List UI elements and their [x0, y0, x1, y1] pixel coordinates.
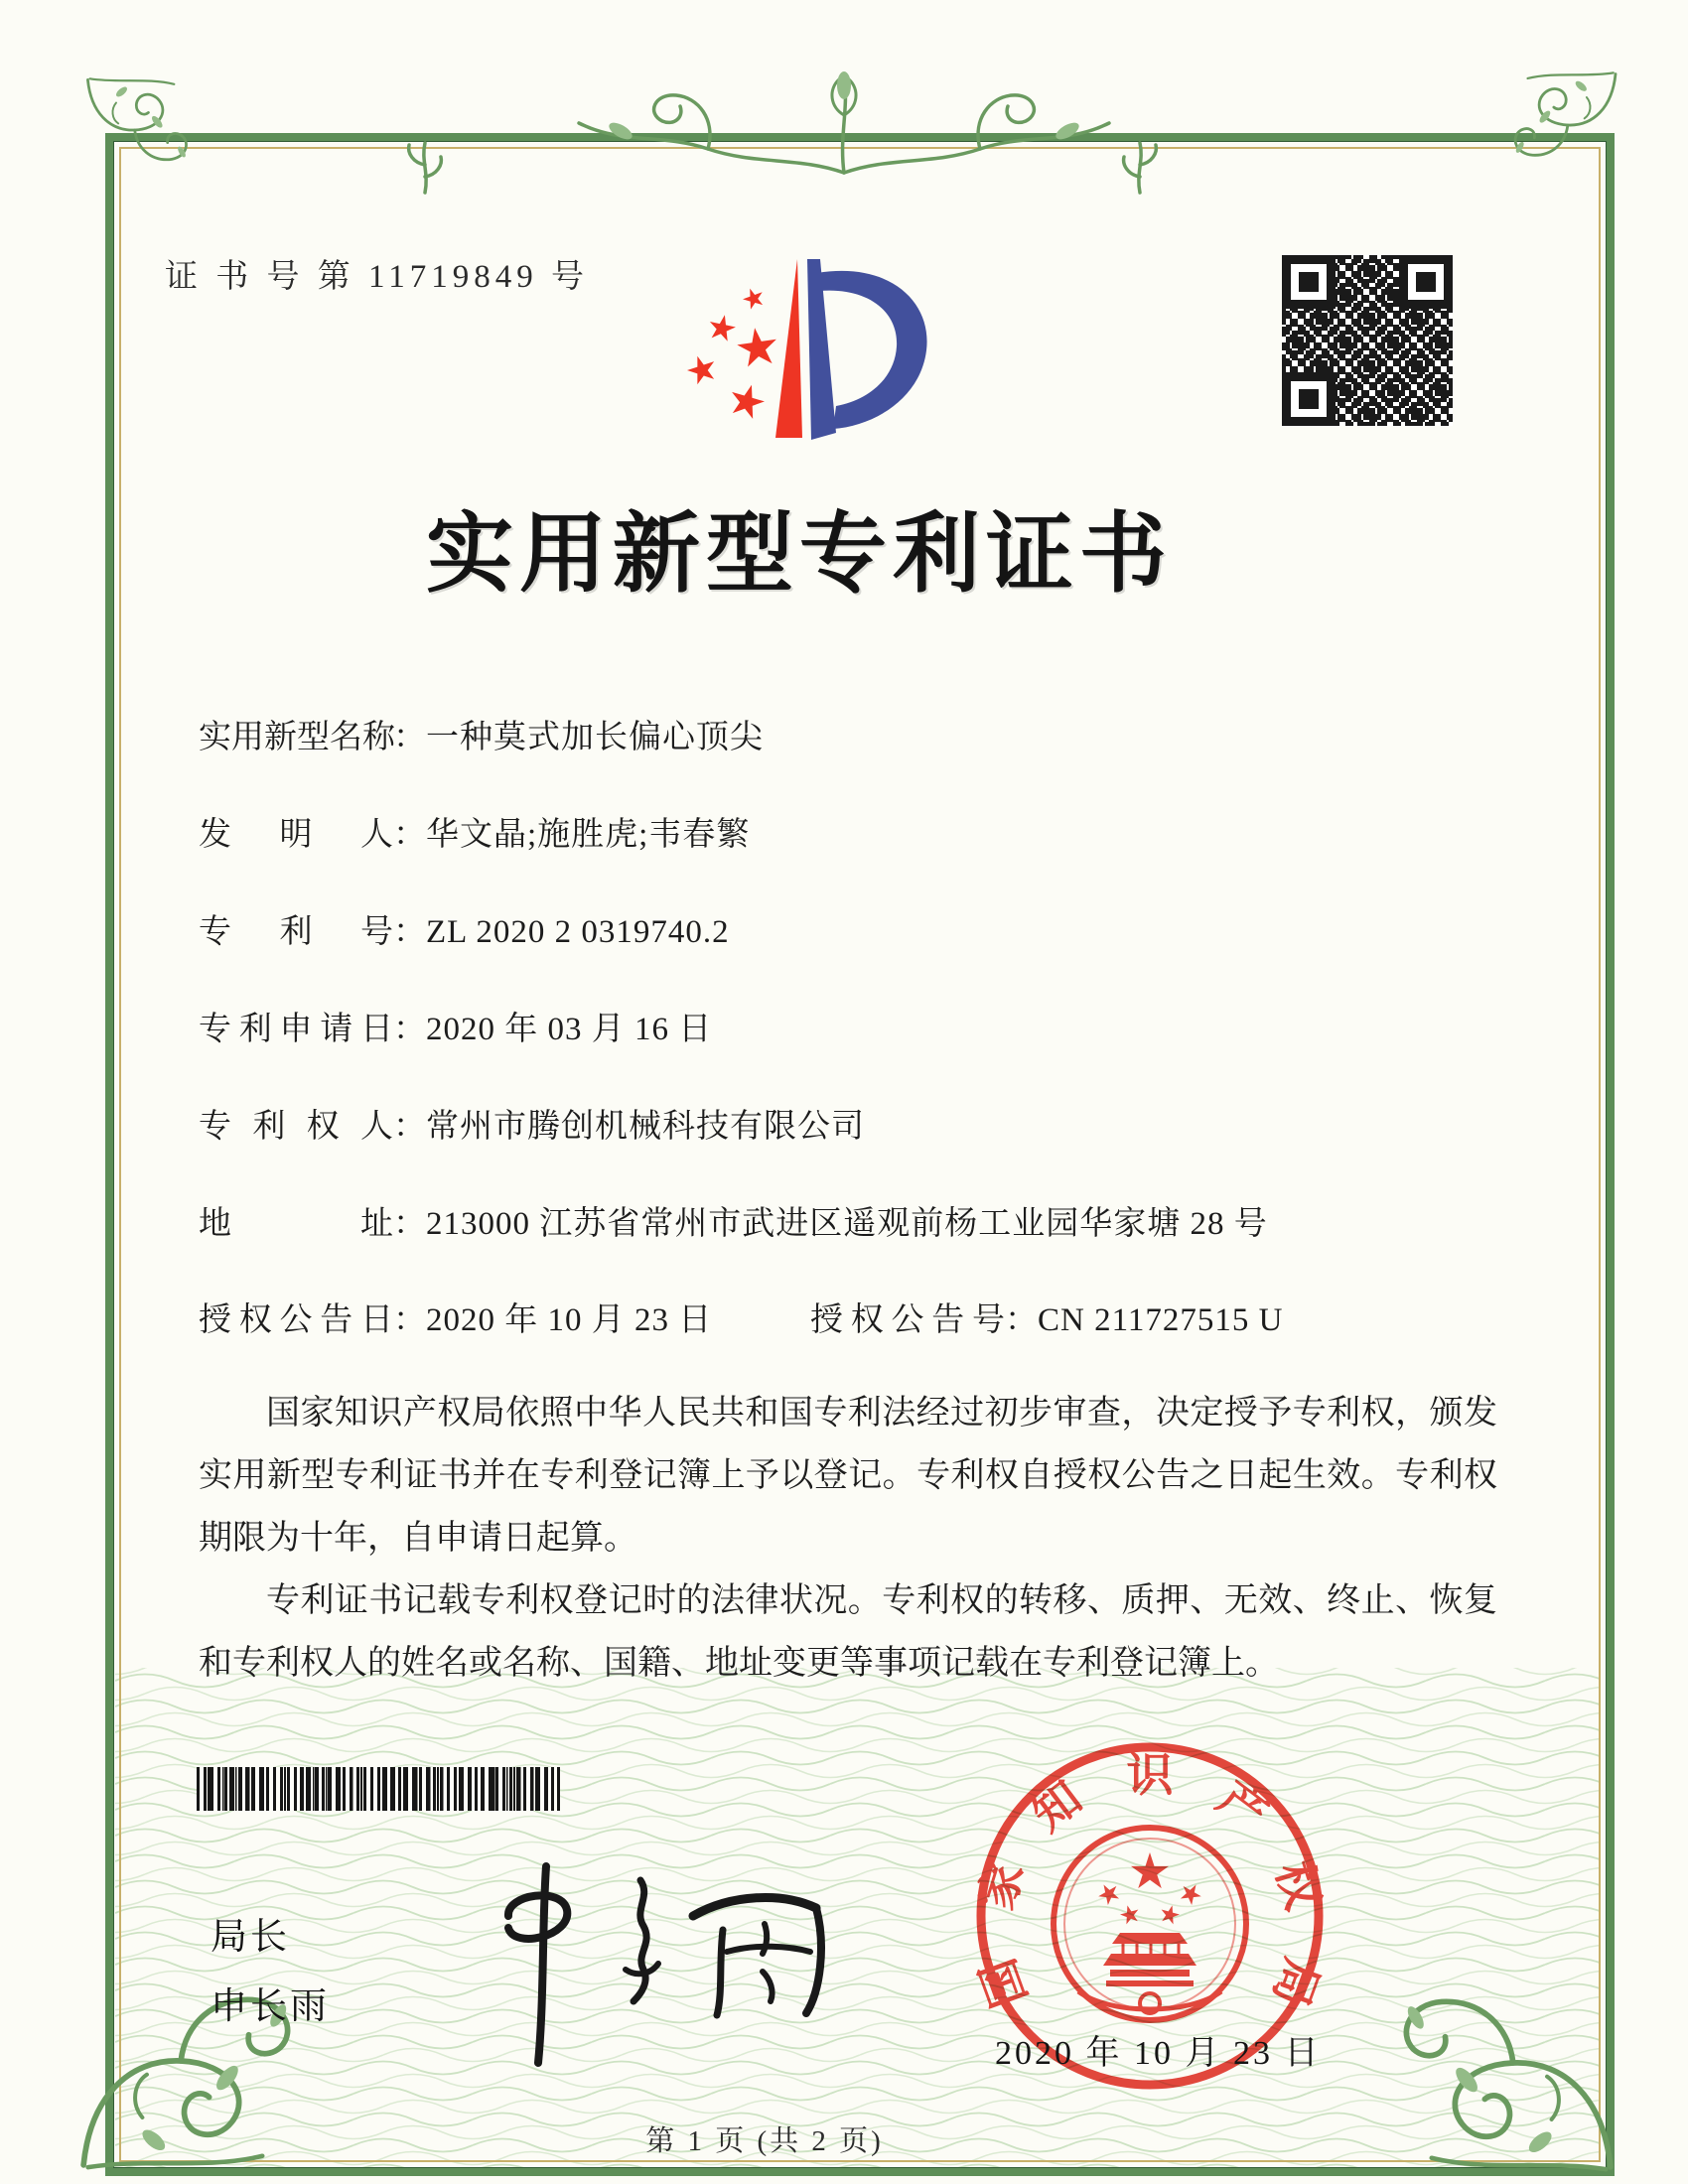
- grant-number-value: CN 211727515 U: [1038, 1302, 1284, 1338]
- seal-char: 局: [1262, 1952, 1328, 2014]
- field-colon: ：: [1005, 1302, 1038, 1338]
- field-row-grant: [199, 1294, 1284, 1340]
- field-row-patentee: [199, 1100, 865, 1147]
- seal-date: 2020 年 10 月 23 日: [995, 2035, 1322, 2072]
- grant-date-value: 2020 年 10 月 23 日: [426, 1302, 713, 1338]
- wave-pattern-background: [115, 1668, 1601, 2176]
- field-colon: ：: [393, 1206, 426, 1242]
- signatory-title: 局长: [211, 1916, 290, 1957]
- field-row-patent-number: [199, 905, 730, 952]
- field-row-utility-model-name: [199, 711, 764, 757]
- grant-date-label: 授权公告日: [199, 1302, 393, 1338]
- field-label: 专利申请日: [199, 1012, 393, 1047]
- seal-char: 家: [970, 1855, 1035, 1916]
- field-colon: ：: [393, 817, 426, 853]
- director-signature-icon: [467, 1852, 834, 2071]
- field-colon: ：: [393, 720, 426, 755]
- qr-finder-top-left: [1282, 255, 1336, 309]
- signatory-name: 申长雨: [211, 1985, 330, 2026]
- field-colon: ：: [393, 1012, 426, 1047]
- field-colon: ：: [393, 1302, 426, 1338]
- certificate-number: 证 书 号 第 11719849 号: [165, 259, 590, 295]
- seal-char: 知: [1023, 1772, 1092, 1842]
- field-row-inventors: [199, 808, 750, 855]
- field-colon: ：: [393, 914, 426, 950]
- seal-char: 国: [972, 1952, 1038, 2014]
- certificate-title: 实用新型专利证书: [425, 507, 1174, 604]
- border-ornament-bottom-right: [1388, 1950, 1624, 2176]
- field-row-filing-date: [199, 1003, 712, 1049]
- field-colon: ：: [393, 1109, 426, 1145]
- border-sprig-right: [1110, 139, 1170, 199]
- field-row-address: [199, 1197, 1268, 1244]
- border-ornament-top-center: [551, 66, 1137, 180]
- grant-number-pair: [810, 1294, 1283, 1340]
- field-label: 实用新型名称: [199, 720, 395, 755]
- field-label: 地址: [199, 1206, 393, 1242]
- border-ornament-top-left: [83, 75, 193, 185]
- border-ornament-top-right: [1507, 69, 1621, 181]
- cnipa-logo-icon: [640, 231, 948, 465]
- field-value: ZL 2020 2 0319740.2: [426, 914, 730, 950]
- field-value: 一种莫式加长偏心顶尖: [426, 720, 764, 755]
- field-value: 213000 江苏省常州市武进区遥观前杨工业园华家塘 28 号: [426, 1206, 1268, 1242]
- seal-national-emblem: [1054, 1828, 1246, 2020]
- qr-finder-top-right: [1399, 255, 1453, 309]
- seal-char: 识: [1126, 1750, 1174, 1802]
- border-sprig-left: [395, 139, 455, 199]
- qr-code: [1282, 255, 1453, 426]
- seal-char: 权: [1265, 1855, 1330, 1916]
- seal-char: 产: [1207, 1772, 1277, 1842]
- field-label: 专利号: [199, 914, 393, 950]
- field-value: 2020 年 03 月 16 日: [426, 1012, 713, 1047]
- field-label: 发明人: [199, 817, 393, 853]
- body-paragraph-2: 专利证书记载专利权登记时的法律状况。专利权的转移、质押、无效、终止、恢复和专利权人的姓名或名称、国籍、地址变更等事项记载在专利登记簿上。: [199, 1582, 1497, 1682]
- certificate-barcode: [197, 1767, 560, 1811]
- page-footer-pagination: 第 1 页 (共 2 页): [645, 2125, 884, 2157]
- field-label: 专利权人: [199, 1109, 393, 1145]
- grant-number-label: 授权公告号: [810, 1302, 1005, 1338]
- field-value: 华文晶;施胜虎;韦春繁: [426, 817, 751, 853]
- body-paragraph-1: 国家知识产权局依照中华人民共和国专利法经过初步审查，决定授予专利权，颁发实用新型专利证书并在专利登记簿上予以登记。专利权自授权公告之日起生效。专利权期限为十年，自申请日起算。: [199, 1395, 1497, 1557]
- qr-finder-bottom-left: [1282, 372, 1336, 426]
- signatory-block: [211, 1902, 330, 2041]
- legal-body-text: [199, 1382, 1497, 1695]
- field-value: 常州市腾创机械科技有限公司: [426, 1109, 865, 1145]
